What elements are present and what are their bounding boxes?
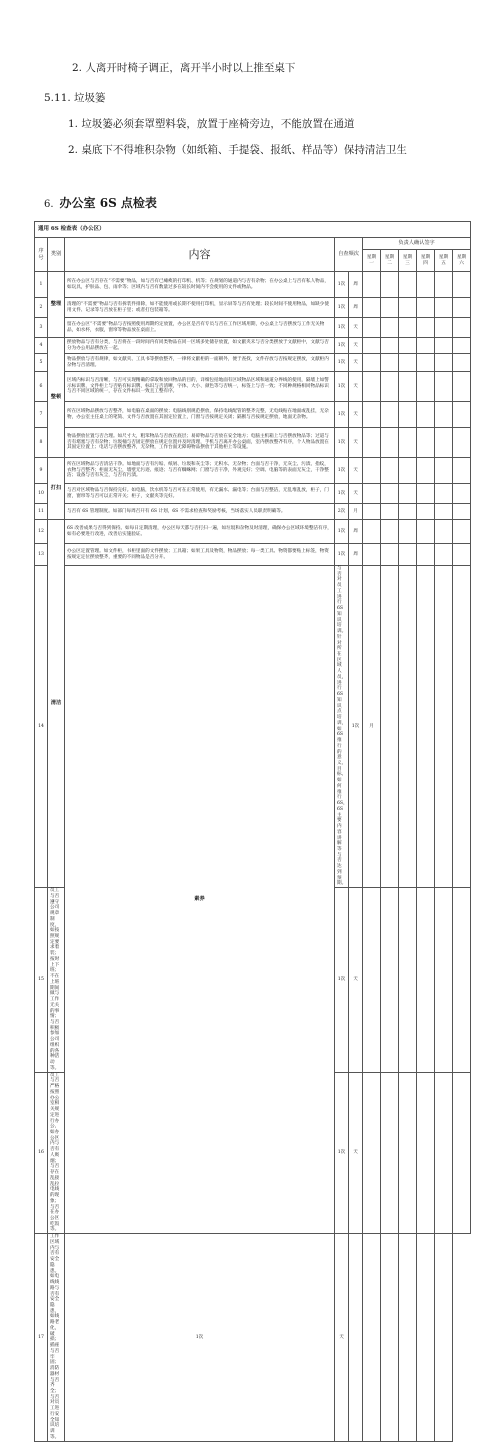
signature-cell[interactable] — [399, 520, 417, 544]
signature-cell[interactable] — [453, 298, 471, 318]
signature-cell[interactable] — [435, 428, 453, 458]
row-content: 所在区域物品与否清洁干净。如地面与否有污垢、纸屑、垃圾和灰尘等；无积水、无杂物；台面与否干净，无灰尘、污渍、指纹，衣物与否整齐；柜面无灰尘，墙壁无污迹、痕迹；与否有蜘蛛网；门窗与否干净，外观完好；空调、电脑等的表面无灰尘，干净整洁；设备与否有灰尘，与否有污渍。 — [65, 458, 335, 484]
day-header: 星期三 — [399, 250, 417, 272]
signature-cell[interactable] — [417, 372, 435, 402]
row-period: 周 — [349, 520, 363, 544]
signature-cell[interactable] — [381, 484, 399, 504]
inspection-table — [34, 221, 471, 1442]
row-period: 天 — [349, 484, 363, 504]
row-frequency: 1次 — [335, 372, 349, 402]
signature-cell[interactable] — [399, 504, 417, 520]
signature-cell[interactable] — [417, 338, 435, 354]
signature-cell[interactable] — [381, 458, 399, 484]
row-frequency: 1次 — [335, 354, 349, 372]
signature-cell[interactable] — [435, 402, 453, 428]
row-content: 员工与否遵守公司规章制度，如按照规定要求着装；按时上下班；不在上班期间做与工作无关的事情；与否积极参加公司组织的各种活动等。 — [48, 888, 65, 1073]
signature-cell[interactable] — [399, 318, 417, 338]
row-content: 6S 改善成果与否得到保持。如每日定期清理，办公区每天都与否打扫一遍，如垃圾和杂物及时清理，确保办公区域环境整洁有序，如有必要进行改进，改善后实施验证。 — [65, 520, 335, 544]
table-row — [35, 428, 471, 458]
day-header: 星期二 — [381, 250, 399, 272]
row-content: 区域内标识与否清晰，与否可实现精确的拿取和放回物品的目的，详细包括地面有区域物品区域和通道分界线的使用，隔墙上如警示标识牌，文件柜上与否贴有标识牌，标识与否清晰，字体、大小、颜色等与否统一，标签上与否一致；不同种规格相同物品标识与否不同区域的统一，存在文件标识一致且工整有序。 — [65, 372, 335, 402]
signature-cell[interactable] — [381, 428, 399, 458]
row-content: 所在办公区与否存在“不需要”物品，如与否有已瘫痪的打印机、机等；在规划的通道内与否有杂物；在办公桌上与否有私人物品，如玩具，护肤品、包、雨伞等；区域内与否有数量过多在较长时间内不会使用的文件或物品。 — [65, 272, 335, 298]
row-content: 摆放物品与否有分类，与否将在一段时间内有同类物品在同一区域多处储存放置，如文献夹未与否分类摆放于文献柜中，文献与否分为办公用品摆放在一起。 — [65, 338, 335, 354]
row-number: 10 — [35, 484, 48, 504]
col-freq-header: 自查频次 — [335, 238, 363, 272]
row-frequency: 1次 — [335, 520, 349, 544]
signature-cell[interactable] — [453, 272, 471, 298]
signature-cell[interactable] — [453, 428, 471, 458]
checklist-heading — [44, 194, 157, 211]
signature-cell[interactable] — [453, 458, 471, 484]
row-frequency: 2次 — [335, 504, 349, 520]
row-period: 天 — [349, 354, 363, 372]
signature-cell[interactable] — [399, 272, 417, 298]
signature-cell[interactable] — [381, 544, 399, 566]
signature-cell[interactable] — [363, 428, 381, 458]
signature-cell[interactable] — [453, 318, 471, 338]
row-period: 周 — [349, 272, 363, 298]
row-content: 留在办公区“不需要”物品与否按照使用周期约定放置，办公区是否有专员与否在工作区域用期，办公桌上与否摆放与工作无关物品，如水杯，衣服，窗帘等物品放在桌面上。 — [65, 318, 335, 338]
table-row — [35, 354, 471, 372]
row-period: 月 — [363, 566, 381, 888]
heading-title: 办公室 6S 点检表 — [59, 196, 157, 210]
row-frequency: 1次 — [335, 338, 349, 354]
row-period: 周 — [349, 544, 363, 566]
signature-cell[interactable] — [453, 354, 471, 372]
signature-cell[interactable] — [381, 372, 399, 402]
signature-cell[interactable] — [363, 1234, 381, 1441]
table-row — [35, 1234, 471, 1441]
row-category: 清洁 — [48, 520, 65, 888]
row-frequency: 1次 — [335, 544, 349, 566]
row-period: 月 — [349, 504, 363, 520]
table-row — [35, 272, 471, 298]
row-frequency: 1次 — [335, 428, 349, 458]
row-period: 周 — [349, 298, 363, 318]
signature-cell[interactable] — [435, 338, 453, 354]
row-frequency: 1次 — [335, 318, 349, 338]
signature-cell[interactable] — [363, 484, 381, 504]
row-number: 12 — [35, 520, 48, 544]
row-number: 16 — [35, 1072, 48, 1234]
signature-cell[interactable] — [417, 402, 435, 428]
signature-cell[interactable] — [453, 504, 471, 520]
signature-cell[interactable] — [399, 402, 417, 428]
rule-chair-text: 2. 人离开时椅子调正，离开半小时以上推至桌下 — [72, 62, 296, 74]
row-number: 17 — [35, 1234, 48, 1441]
signature-cell[interactable] — [399, 354, 417, 372]
signature-cell[interactable] — [453, 372, 471, 402]
row-number: 6 — [35, 372, 48, 402]
row-number: 11 — [35, 504, 48, 520]
signature-cell[interactable] — [435, 272, 453, 298]
row-number: 15 — [35, 888, 48, 1073]
signature-cell[interactable] — [363, 354, 381, 372]
signature-cell[interactable] — [363, 298, 381, 318]
signature-cell[interactable] — [363, 1072, 381, 1234]
signature-cell[interactable] — [435, 1234, 453, 1441]
signature-cell[interactable] — [417, 428, 435, 458]
table-row — [35, 484, 471, 504]
signature-cell[interactable] — [363, 458, 381, 484]
col-seq-header: 序号 — [35, 238, 48, 272]
signature-cell[interactable] — [417, 504, 435, 520]
row-content: 物品摆放与否有规律，如文献夹、工具书等摆放整齐，一律将文献柜的一面朝外，便于查找，文件存放与否按规定摆放，文献柜内杂物与否清理。 — [65, 354, 335, 372]
signature-cell[interactable] — [381, 402, 399, 428]
col-content-header: 内容 — [65, 238, 335, 272]
signature-cell[interactable] — [381, 888, 399, 1073]
signature-cell[interactable] — [381, 272, 399, 298]
signature-cell[interactable] — [435, 520, 453, 544]
signature-cell[interactable] — [349, 1234, 363, 1441]
row-period: 天 — [335, 1234, 349, 1441]
table-row — [35, 566, 471, 888]
row-period: 天 — [349, 338, 363, 354]
signature-cell[interactable] — [399, 1234, 417, 1441]
signature-cell[interactable] — [435, 458, 453, 484]
row-frequency: 1次 — [335, 458, 349, 484]
signature-cell[interactable] — [381, 354, 399, 372]
signature-cell[interactable] — [381, 298, 399, 318]
row-number: 8 — [35, 428, 48, 458]
day-header: 星期六 — [453, 250, 471, 272]
signature-cell[interactable] — [363, 272, 381, 298]
signature-cell[interactable] — [417, 298, 435, 318]
signature-cell[interactable] — [453, 544, 471, 566]
row-category: 整理 — [48, 272, 65, 338]
inspection-table-wrap — [34, 221, 470, 1440]
row-content: 清理的“不需要”物品与否有拆装件排除，如不能使用或长期不使用打印机，显示屏等与否有处理；较长时间不使用物品，如缺少使用文件、记录等与否放在柜子里；或者打包装箱等。 — [65, 298, 335, 318]
signature-cell[interactable] — [453, 566, 471, 888]
table-row — [35, 544, 471, 566]
signature-cell[interactable] — [417, 1072, 435, 1234]
row-content: 所在区域物品摆放与否整齐，如电脑在桌面的摆放；电脑线别规范摆放，保持电线配管的整齐完整，无电线贴在地面或乱挂，无杂物，办公室主任桌上的笔筒、文件与否放置在其固定位置上，门窗与否按规定关闭；隔断与否按规定摆放，地面无杂物。 — [65, 402, 335, 428]
row-frequency: 1次 — [349, 566, 363, 888]
signature-cell[interactable] — [417, 318, 435, 338]
signature-cell[interactable] — [363, 318, 381, 338]
signature-cell[interactable] — [435, 372, 453, 402]
table-row — [35, 318, 471, 338]
col-cat-header: 类别 — [48, 238, 65, 272]
signature-cell[interactable] — [399, 544, 417, 566]
day-header: 星期四 — [417, 250, 435, 272]
signature-cell[interactable] — [435, 298, 453, 318]
signature-cell[interactable] — [435, 566, 453, 888]
table-row — [35, 338, 471, 354]
row-frequency: 1次 — [335, 272, 349, 298]
row-period: 天 — [349, 402, 363, 428]
signature-cell[interactable] — [381, 1072, 399, 1234]
table-row — [35, 504, 471, 520]
row-period: 天 — [349, 888, 363, 1073]
signature-cell[interactable] — [381, 520, 399, 544]
heading-number: 6. — [44, 199, 54, 210]
signature-cell[interactable] — [453, 520, 471, 544]
row-frequency: 1次 — [335, 402, 349, 428]
row-number: 4 — [35, 338, 48, 354]
row-number: 13 — [35, 544, 48, 566]
day-header: 星期一 — [363, 250, 381, 272]
section-trash-heading: 5.11. 垃圾篓 — [44, 92, 106, 104]
row-frequency: 1次 — [65, 1234, 335, 1441]
row-content: 与否对区域物品与否保持完好。如电脑，饮水机等与否可在正常使用，有无漏水、漏电等；台面与否整洁，无乱堆乱放，柜子，门窗，窗帘等与否可以正常开关；柜子，文献夹等完好。 — [65, 484, 335, 504]
signature-cell[interactable] — [399, 484, 417, 504]
row-content: 物品摆放位置与否合理。如尺寸大，粗笨物品与否放在底层；易碎物品与否放在安全地方；电脑主机箱上与否摆放物品等；过道与否有堵塞与否有杂物；垃圾桶与否固定摆放在规定位置并及时清理，手机与否离开办公桌面，室内摆放整齐有序，个人物品放置在其固定位置上；电话与否摆放整齐，无杂物，工作台面无障碍物品摆放于其他柜上等设施。 — [65, 428, 335, 458]
signature-cell[interactable] — [435, 888, 453, 1073]
signature-cell[interactable] — [435, 504, 453, 520]
row-content: 与否对员工进行 6S 知识培训。针对所在区域人员，进行 6S 知识点培训，如 6S 推行的意义、目标、如何推行 6S，6S 主要内容讲解等与否达到预期。 — [335, 566, 349, 888]
signature-cell[interactable] — [435, 544, 453, 566]
table-row — [35, 372, 471, 402]
signature-cell[interactable] — [417, 1234, 435, 1441]
signature-cell[interactable] — [399, 888, 417, 1073]
table-row — [35, 298, 471, 318]
signature-cell[interactable] — [381, 318, 399, 338]
row-number: 9 — [35, 458, 48, 484]
row-category: 素养 — [65, 566, 335, 1234]
row-number: 5 — [35, 354, 48, 372]
row-content: 工作区域内与否有安全隐患。如电线线路与否有安全隐患，如线路老化，破损；插座与否牢固；消防器材与否齐全；与否对员工进行安全知识培训等。 — [48, 1234, 65, 1441]
row-content: 员工与否严格按照办公室相关规定进行办公，如办公区内与否有人吸烟；与否存在乱接乱拉电线的现象；与否在办公区吃饭等。 — [48, 1072, 65, 1234]
row-frequency: 1次 — [335, 888, 349, 1073]
signature-cell[interactable] — [453, 888, 471, 1073]
row-number: 14 — [35, 566, 48, 888]
signature-cell[interactable] — [363, 372, 381, 402]
signature-cell[interactable] — [417, 566, 435, 888]
col-sign-header: 负责人确认签字 — [363, 238, 471, 250]
row-frequency: 1次 — [335, 484, 349, 504]
signature-cell[interactable] — [399, 298, 417, 318]
row-period: 天 — [349, 428, 363, 458]
table-row — [35, 402, 471, 428]
row-category: 整顿 — [48, 338, 65, 458]
signature-cell[interactable] — [435, 1072, 453, 1234]
row-frequency: 1次 — [335, 1072, 349, 1234]
table-title: 通用 6S 检查表（办公区） — [35, 222, 471, 238]
signature-cell[interactable] — [399, 566, 417, 888]
signature-cell[interactable] — [381, 504, 399, 520]
signature-cell[interactable] — [417, 888, 435, 1073]
signature-cell[interactable] — [453, 402, 471, 428]
signature-cell[interactable] — [363, 888, 381, 1073]
row-number: 7 — [35, 402, 48, 428]
day-header: 星期五 — [435, 250, 453, 272]
signature-cell[interactable] — [453, 338, 471, 354]
signature-cell[interactable] — [417, 354, 435, 372]
row-period: 天 — [349, 1072, 363, 1234]
signature-cell[interactable] — [363, 402, 381, 428]
signature-cell[interactable] — [399, 372, 417, 402]
row-period: 天 — [349, 318, 363, 338]
signature-cell[interactable] — [399, 458, 417, 484]
rule-trash-text: 1. 垃圾篓必须套罩塑料袋，放置于座椅旁边，不能放置在通道 — [68, 118, 355, 130]
signature-cell[interactable] — [435, 354, 453, 372]
signature-cell[interactable] — [417, 272, 435, 298]
row-content: 办公区定置管理。如文件柜，书柜里面的文件摆放；工具箱；如果工具及物资，物品摆放；每一类工具、物资都要贴上标签，物资按规定定位摆放整齐，重要的不同物品是否分开。 — [65, 544, 335, 566]
signature-cell[interactable] — [453, 1072, 471, 1234]
table-row — [35, 458, 471, 484]
signature-cell[interactable] — [435, 318, 453, 338]
signature-cell[interactable] — [381, 566, 399, 888]
signature-cell[interactable] — [417, 458, 435, 484]
row-period: 天 — [349, 372, 363, 402]
rule-desk-text: 2. 桌底下不得堆积杂物（如纸箱、手提袋、报纸、样品等）保持清洁卫生 — [68, 144, 407, 156]
signature-cell[interactable] — [363, 338, 381, 354]
row-frequency: 1次 — [335, 298, 349, 318]
signature-cell[interactable] — [399, 338, 417, 354]
signature-cell[interactable] — [363, 504, 381, 520]
row-content: 与否有 6S 管理制度。如部门每周召开有 6S 计划，6S 不需求检查和奖励考核，当场落实人员职责明确等。 — [65, 504, 335, 520]
row-number: 1 — [35, 272, 48, 298]
row-number: 3 — [35, 318, 48, 338]
signature-cell[interactable] — [363, 544, 381, 566]
signature-cell[interactable] — [417, 484, 435, 504]
signature-cell[interactable] — [399, 1072, 417, 1234]
table-row — [35, 520, 471, 544]
signature-cell[interactable] — [435, 484, 453, 504]
row-period: 天 — [349, 458, 363, 484]
row-category: 打扫 — [48, 458, 65, 520]
signature-cell[interactable] — [453, 484, 471, 504]
signature-cell[interactable] — [363, 520, 381, 544]
row-number: 2 — [35, 298, 48, 318]
signature-cell[interactable] — [381, 1234, 399, 1441]
signature-cell[interactable] — [417, 520, 435, 544]
signature-cell[interactable] — [381, 338, 399, 354]
signature-cell[interactable] — [399, 428, 417, 458]
signature-cell[interactable] — [417, 544, 435, 566]
